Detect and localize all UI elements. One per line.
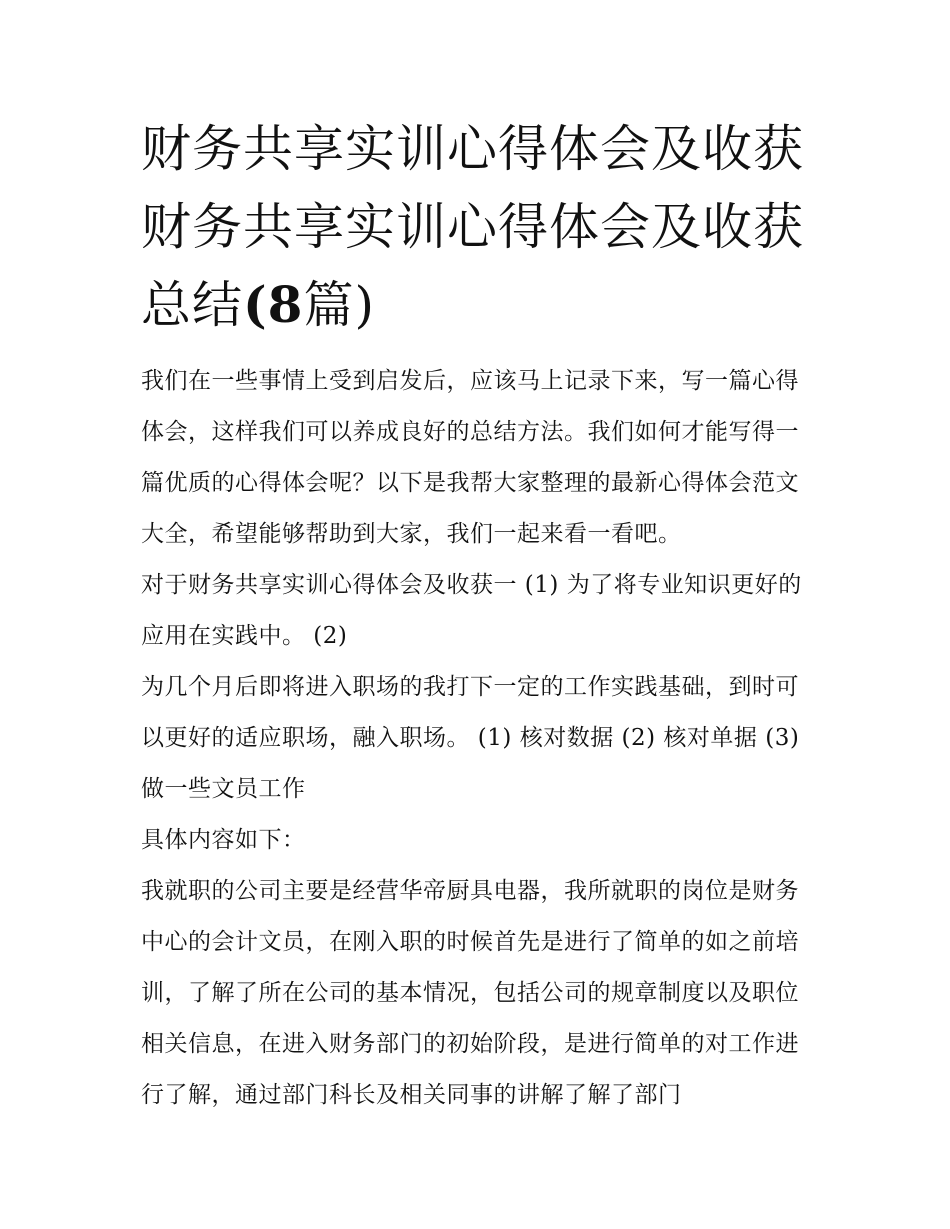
title-line-3-prefix: 总结 — [141, 276, 243, 334]
title-line-3-suffix: 篇) — [303, 276, 375, 334]
intro-paragraph: 我们在一些事情上受到启发后，应该马上记录下来，写一篇心得体会，这样我们可以养成良好的总结方法。我们如何才能写得一篇优质的心得体会呢？以下是我帮大家整理的最新心得体会范文大全，希望能够帮助到大家，我们一起来看一看吧。 — [141, 368, 799, 547]
title-line-2: 财务共享实训心得体会及收获 — [141, 198, 804, 256]
experience-paragraph: 我就职的公司主要是经营华帝厨具电器，我所就职的岗位是财务中心的会计文员，在刚入职的时候首先是进行了简单的如之前培训，了解了所在公司的基本情况，包括公司的规章制度以及职位相关信息，在进入财务部门的初始阶段，是进行简单的对工作进行了解，通过部门科长及相关同事的讲解了解了部门 — [141, 878, 799, 1108]
title-line-3-bold: (8 — [243, 275, 304, 334]
details-heading: 具体内容如下： — [141, 827, 306, 853]
purpose-paragraph: 对于财务共享实训心得体会及收获一 (1) 为了将专业知识更好的应用在实践中。 (2) — [141, 572, 802, 649]
document-body — [141, 110, 816, 1121]
tasks-paragraph: 为几个月后即将进入职场的我打下一定的工作实践基础，到时可以更好的适应职场，融入职场。 (1) 核对数据 (2) 核对单据 (3) 做一些文员工作 — [141, 674, 800, 802]
title-line-1: 财务共享实训心得体会及收获 — [141, 120, 804, 178]
document-title — [141, 110, 816, 344]
